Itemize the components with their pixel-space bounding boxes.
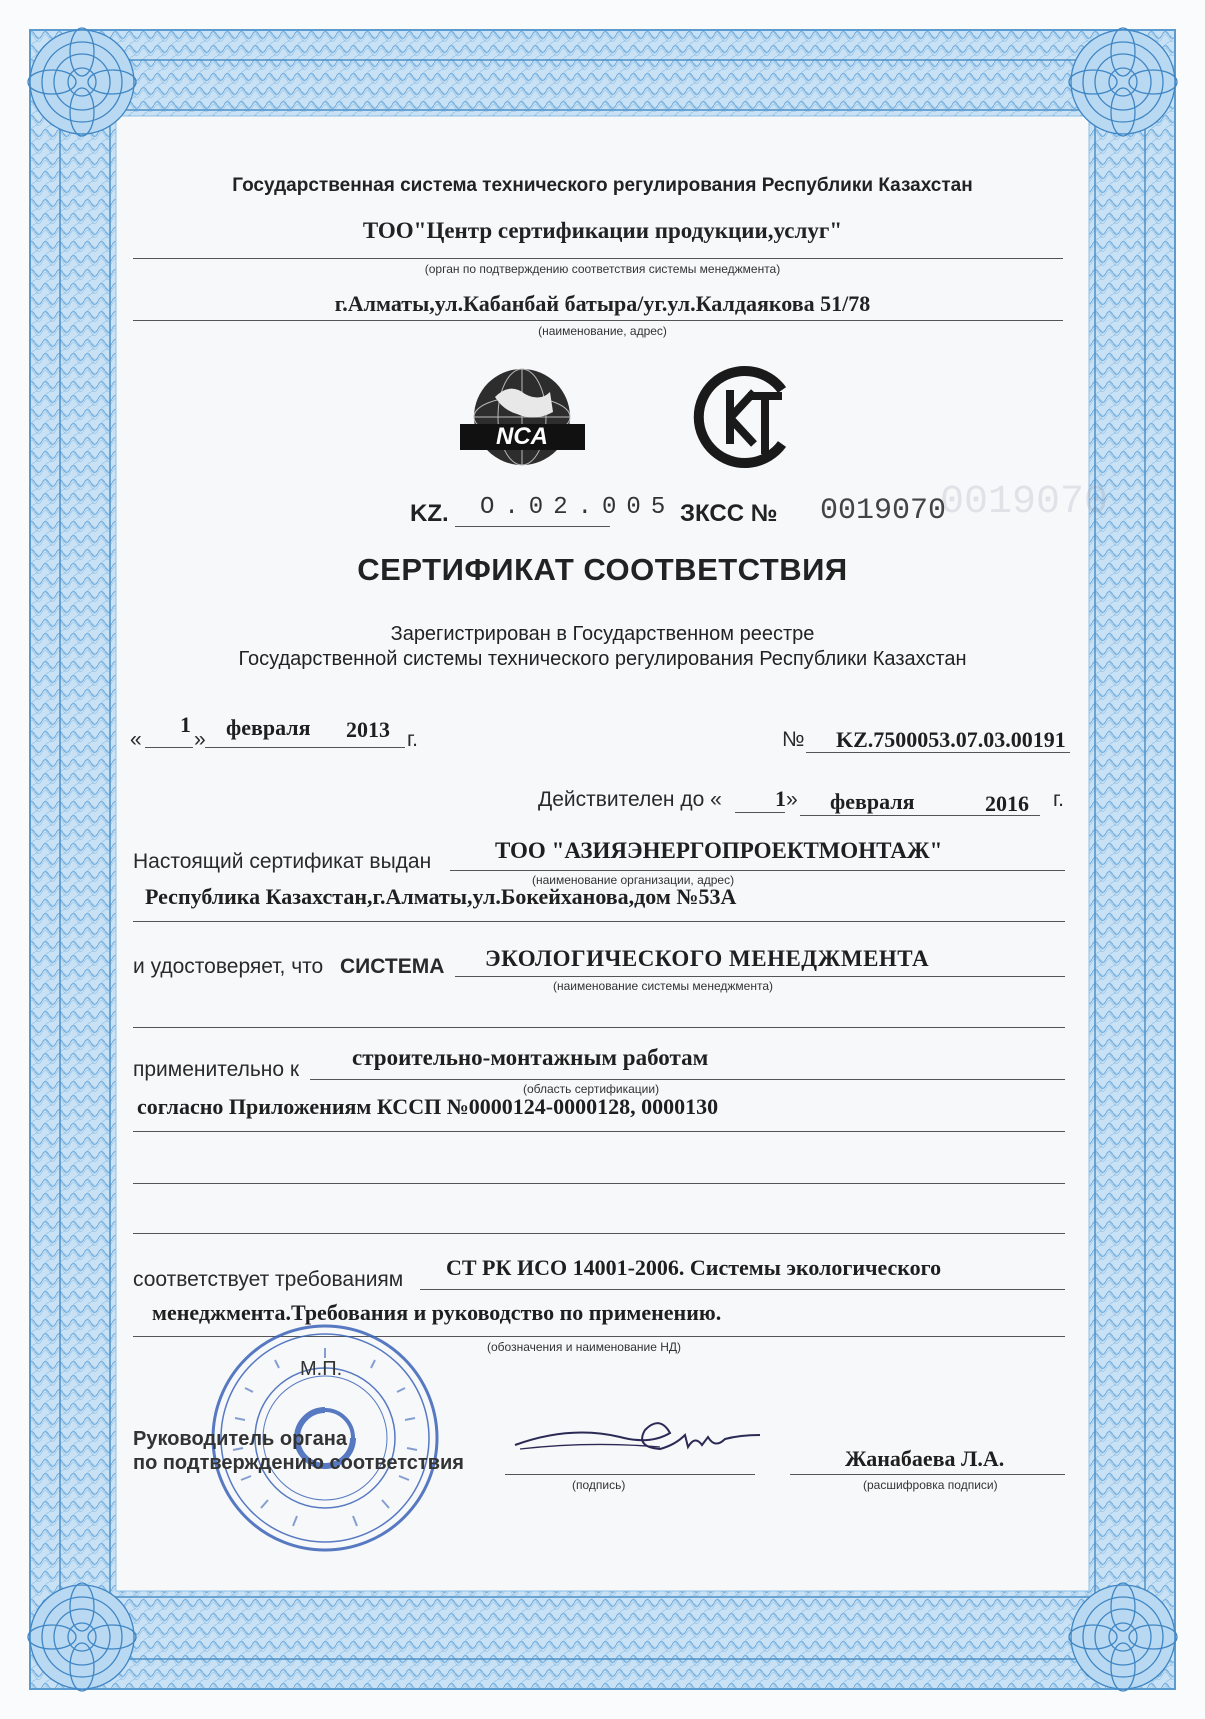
rule <box>133 1233 1065 1234</box>
rule <box>450 870 1065 871</box>
rule <box>133 320 1063 321</box>
valid-suffix: г. <box>1053 788 1064 811</box>
rule <box>806 752 1070 753</box>
address-caption: (наименование, адрес) <box>538 324 667 338</box>
rule <box>145 747 193 748</box>
rule <box>133 1183 1065 1184</box>
watermark-number: 0019070 <box>940 480 1109 525</box>
header-system-name: Государственная система технического регулирования Республики Казахстан <box>232 175 973 196</box>
valid-label: Действителен до « <box>538 788 722 811</box>
system-label: и удостоверяет, что <box>133 955 324 978</box>
reg-prefix: KZ. <box>410 500 449 527</box>
nca-logo-text: NCA <box>496 423 548 450</box>
scope-value: строительно-монтажным работам <box>352 1045 709 1070</box>
org-address: г.Алматы,ул.Кабанбай батыра/уг.ул.Калдаякова 51/78 <box>334 291 871 316</box>
rule <box>205 747 405 748</box>
issued-to-label: Настоящий сертификат выдан <box>133 850 432 873</box>
rule <box>455 526 610 527</box>
signatory-name-caption: (расшифровка подписи) <box>863 1478 998 1492</box>
scope-label: применительно к <box>133 1058 300 1081</box>
signatory-role-line1: Руководитель органа <box>133 1428 347 1450</box>
rule <box>505 1474 755 1475</box>
reg-code: O.02.005 <box>480 494 676 521</box>
valid-close-quote: » <box>786 788 798 811</box>
kz-sertification-icon <box>690 362 800 472</box>
system-label-bold: СИСТЕМА <box>340 955 445 978</box>
valid-month: февраля <box>830 789 915 814</box>
system-value: ЭКОЛОГИЧЕСКОГО МЕНЕДЖМЕНТА <box>485 946 930 971</box>
issue-open-quote: « <box>130 728 142 751</box>
issue-year: 2013 <box>346 717 390 742</box>
standard-value-line2: менеджмента.Требования и руководство по применению. <box>152 1300 722 1325</box>
mp-label: М.П. <box>300 1358 343 1380</box>
valid-year: 2016 <box>985 791 1029 816</box>
scope-annex: согласно Приложениям КССП №0000124-0000128, 0000130 <box>137 1094 719 1119</box>
rule <box>133 921 1065 922</box>
rule <box>455 976 1065 977</box>
standard-label: соответствует требованиям <box>133 1268 404 1291</box>
issued-to-value: ТОО "АЗИЯЭНЕРГОПРОЕКТМОНТАЖ" <box>495 838 943 863</box>
issue-year-suffix: г. <box>407 728 418 751</box>
cert-no-label: № <box>782 728 805 751</box>
rule <box>133 1027 1065 1028</box>
valid-day: 1 <box>775 786 786 811</box>
rule <box>310 1079 1065 1080</box>
rule <box>735 812 785 813</box>
standard-caption: (обозначения и наименование НД) <box>487 1340 682 1354</box>
issue-day: 1 <box>180 712 191 737</box>
rule <box>133 258 1063 259</box>
document-title: СЕРТИФИКАТ СООТВЕТСТВИЯ <box>357 552 848 587</box>
signature-caption: (подпись) <box>572 1478 626 1492</box>
registered-line2: Государственной системы технического регулирования Республики Казахстан <box>238 648 967 670</box>
rule <box>420 1289 1065 1290</box>
nca-globe-logo <box>455 362 590 472</box>
issue-close-quote: » <box>194 728 206 751</box>
registered-line1: Зарегистрирован в Государственном реестре <box>390 623 815 645</box>
issued-to-caption: (наименование организации, адрес) <box>532 873 735 887</box>
issue-month: февраля <box>226 715 311 740</box>
rule <box>790 1474 1065 1475</box>
rule <box>133 1131 1065 1132</box>
signatory-name: Жанабаева Л.А. <box>845 1446 1005 1471</box>
standard-value-line1: СТ РК ИСО 14001-2006. Системы экологического <box>446 1255 942 1280</box>
org-caption: (орган по подтверждению соответствия системы менеджмента) <box>424 262 781 276</box>
issued-to-address: Республика Казахстан,г.Алматы,ул.Бокейханова,дом №53А <box>145 884 737 909</box>
rule <box>800 815 1040 816</box>
handwritten-signature <box>510 1405 770 1475</box>
reg-series: ЗКСС № <box>680 500 778 527</box>
system-caption: (наименование системы менеджмента) <box>553 979 773 993</box>
cert-serial-number: 0019070 <box>820 494 947 528</box>
scope-caption: (область сертификации) <box>523 1082 660 1096</box>
org-name: ТОО"Центр сертификации продукции,услуг" <box>362 218 843 243</box>
cert-number: KZ.7500053.07.03.00191 <box>836 727 1066 752</box>
signatory-role-line2: по подтверждению соответствия <box>133 1452 464 1474</box>
